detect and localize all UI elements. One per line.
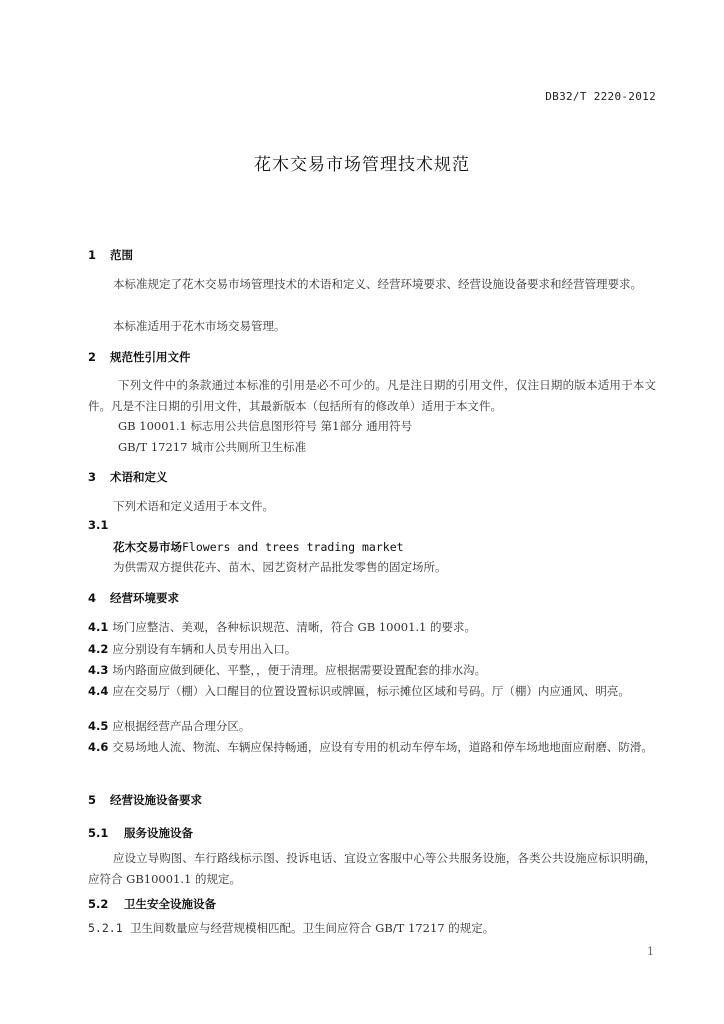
clause-item — [88, 736, 656, 758]
section-title: 经营设施设备要求 — [110, 793, 203, 807]
section-4-heading — [88, 590, 179, 606]
section-number: 5 — [88, 793, 97, 807]
section-number: 4 — [88, 591, 97, 605]
reference-item: GB/T 17217 城市公共厕所卫生标准 — [118, 440, 307, 454]
subsection-title: 卫生安全设施设备 — [124, 897, 217, 911]
clause-text: 场门应整洁、美观，各种标识规范、清晰，符合 GB 10001.1 的要求。 — [112, 620, 477, 634]
section-number: 3 — [88, 470, 97, 484]
clause-item — [88, 638, 656, 660]
clause-number: 4.5 — [88, 719, 109, 733]
clause-item — [88, 680, 656, 702]
term-english: Flowers and trees trading market — [182, 540, 404, 554]
clause-number: 5.2.1 — [88, 921, 123, 935]
clause-text: 应分别设有车辆和人员专用出入口。 — [112, 642, 297, 656]
section-number: 1 — [88, 248, 97, 262]
clause-item — [88, 659, 656, 681]
section-title: 经营环境要求 — [110, 591, 180, 605]
clause-number: 4.1 — [88, 620, 109, 634]
section-1-heading — [88, 247, 133, 263]
clause-number: 4.6 — [88, 740, 109, 754]
subsection-5-1-paragraph: 应设立导购图、车行路线标示图、投诉电话、宜设立客服中心等公共服务设施，各类公共设施应标识明确，应符合 GB10001.1 的规定。 — [88, 851, 656, 886]
section-2-paragraph: 下列文件中的条款通过本标准的引用是必不可少的。凡是注日期的引用文件，仅注日期的版本适用于本文件。凡是不注日期的引用文件，其最新版本（包括所有的修改单）适用于本文件。 — [88, 378, 656, 413]
clause-item — [88, 715, 656, 737]
term-number: 3.1 — [88, 518, 109, 532]
section-5-heading — [88, 792, 202, 808]
section-3-heading — [88, 469, 168, 485]
term-definition: 为供需双方提供花卉、苗木、园艺资材产品批发零售的固定场所。 — [113, 560, 447, 574]
clause-number: 4.4 — [88, 684, 109, 698]
reference-item: GB 10001.1 标志用公共信息图形符号 第1部分 通用符号 — [118, 419, 413, 433]
clause-text: 应根据经营产品合理分区。 — [112, 719, 251, 733]
clause-text: 卫生间数量应与经营规模相匹配。卫生间应符合 GB/T 17217 的规定。 — [130, 921, 495, 935]
section-title: 范围 — [110, 248, 134, 262]
term-chinese: 花木交易市场 — [113, 540, 182, 554]
clause-number: 4.3 — [88, 663, 109, 677]
page-number: 1 — [647, 945, 654, 958]
section-1-paragraph-2: 本标准适用于花木市场交易管理。 — [113, 319, 286, 333]
subsection-5-1-heading — [88, 825, 193, 841]
clause-item — [88, 616, 656, 638]
document-title: 花木交易市场管理技术规范 — [254, 155, 470, 175]
section-3-paragraph: 下列术语和定义适用于本文件。 — [113, 499, 274, 513]
clause-number: 4.2 — [88, 642, 109, 656]
standard-number: DB32/T 2220-2012 — [545, 90, 656, 103]
section-number: 2 — [88, 350, 97, 364]
section-title: 规范性引用文件 — [110, 350, 191, 364]
subsection-number: 5.2 — [88, 897, 109, 911]
term-entry — [113, 539, 404, 555]
subsection-title: 服务设施设备 — [124, 826, 194, 840]
clause-text: 交易场地人流、物流、车辆应保持畅通，应设有专用的机动车停车场，道路和停车场地地面应耐磨、防滑。 — [112, 740, 653, 754]
section-1-paragraph-1: 本标准规定了花木交易市场管理技术的术语和定义、经营环境要求、经营设施设备要求和经营管理要求。 — [113, 277, 642, 291]
clause-5-2-1 — [88, 920, 494, 936]
subsection-number: 5.1 — [88, 826, 109, 840]
clause-text: 场内路面应做到硬化、平整，，便于清理。应根据需要设置配套的排水沟。 — [112, 663, 487, 677]
clause-text: 应在交易厅（棚）入口醒目的位置设置标识或牌匾，标示摊位区域和号码。厅（棚）内应通风、明亮。 — [112, 684, 630, 698]
section-2-heading — [88, 349, 191, 365]
section-title: 术语和定义 — [110, 470, 168, 484]
subsection-5-2-heading — [88, 896, 216, 912]
